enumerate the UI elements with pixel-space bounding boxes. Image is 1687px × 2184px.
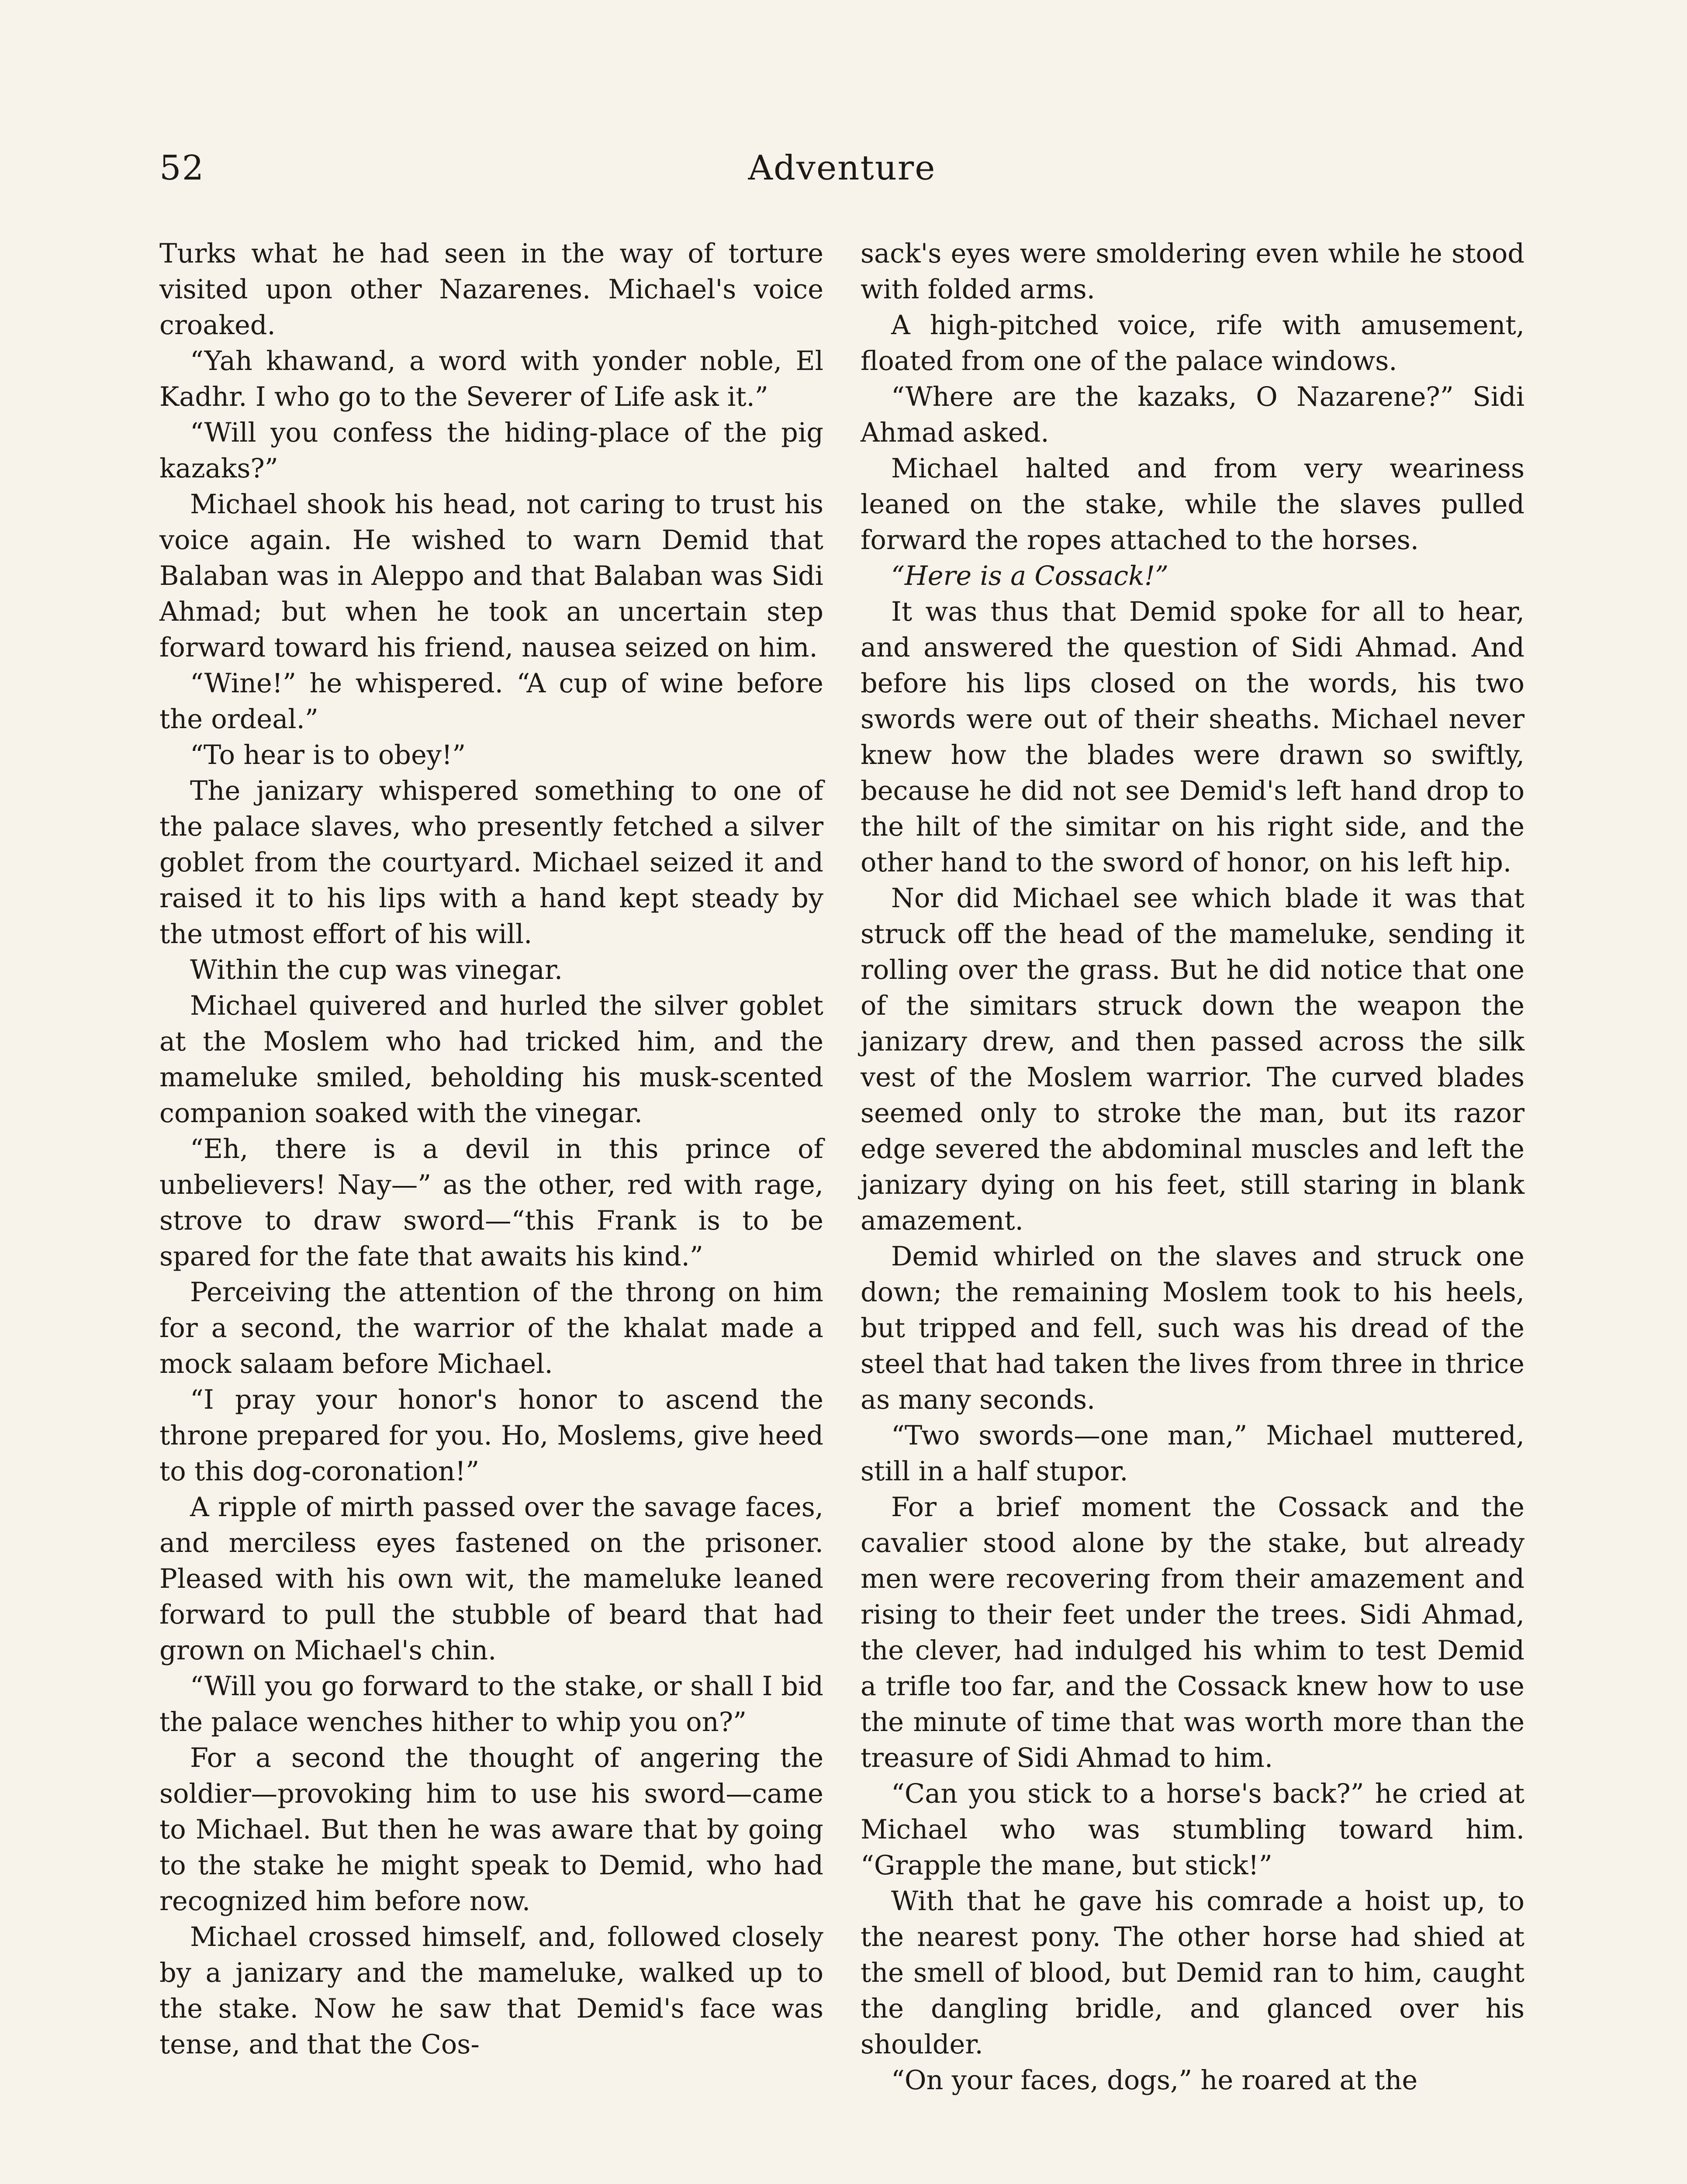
paragraph: Turks what he had seen in the way of torture visited upon other Nazarenes. Michael's voice croaked. — [159, 238, 823, 341]
paragraph: Demid whirled on the slaves and struck one down; the remaining Moslem took to his heels, but tripped and fell, such was his dread of the steel that had taken the lives from three in thrice as many seconds. — [861, 1241, 1525, 1415]
paragraph: “To hear is to obey!” — [190, 740, 466, 771]
paragraph: “Yah khawand, a word with yonder noble, El Kadhr. I who go to the Severer of Life ask it.” — [159, 346, 823, 412]
paragraph: “Can you stick to a horse's back?” he cried at Michael who was stumbling toward him. “Grapple the mane, but stick!” — [861, 1779, 1525, 1881]
paragraph: “Will you confess the hiding-place of the pig kazaks?” — [159, 418, 823, 484]
left-column — [159, 236, 823, 2063]
page-number: 52 — [159, 149, 205, 188]
paragraph: The janizary whispered something to one of the palace slaves, who presently fetched a silver goblet from the courtyard. Michael seized it and raised it to his lips with a hand kept steady by the utmost effort of his will. — [159, 776, 823, 950]
paragraph: “On your faces, dogs,” he roared at the — [891, 2065, 1418, 2096]
paragraph: “Wine!” he whispered. “A cup of wine before the ordeal.” — [159, 668, 823, 735]
paragraph: Within the cup was vinegar. — [190, 955, 563, 985]
paragraph: “Eh, there is a devil in this prince of unbelievers! Nay—” as the other, red with rage, strove to draw sword—“this Frank is to be spared for the fate that awaits his kind.” — [159, 1134, 823, 1272]
paragraph: Perceiving the attention of the throng on him for a second, the warrior of the khalat made a mock salaam before Michael. — [159, 1277, 823, 1379]
running-title: Adventure — [748, 149, 936, 188]
paragraph: Michael crossed himself, and, followed closely by a janizary and the mameluke, walked up to the stake. Now he saw that Demid's face was tense, and that the Cos- — [159, 1922, 823, 2060]
paragraph: A high-pitched voice, rife with amusement, floated from one of the palace windows. — [861, 310, 1525, 377]
paragraph: sack's eyes were smoldering even while he stood with folded arms. — [861, 238, 1525, 305]
paragraph: With that he gave his comrade a hoist up, to the nearest pony. The other horse had shied at the smell of blood, but Demid ran to him, caught the dangling bridle, and glanced over his shoulder. — [861, 1886, 1525, 2060]
page-header — [159, 149, 1525, 201]
paragraph: “Two swords—one man,” Michael muttered, still in a half stupor. — [861, 1420, 1525, 1487]
paragraph: “I pray your honor's honor to ascend the throne prepared for you. Ho, Moslems, give heed to this dog-coronation!” — [159, 1385, 823, 1487]
right-column — [861, 236, 1525, 2098]
paragraph: Michael quivered and hurled the silver goblet at the Moslem who had tricked him, and the mameluke smiled, beholding his musk-scented companion soaked with the vinegar. — [159, 991, 823, 1129]
paragraph: A ripple of mirth passed over the savage faces, and merciless eyes fastened on the prisoner. Pleased with his own wit, the mameluke leaned forward to pull the stubble of beard that had grown on Michael's chin. — [159, 1492, 823, 1666]
paragraph: Michael halted and from very weariness leaned on the stake, while the slaves pulled forward the ropes attached to the horses. — [861, 453, 1525, 556]
paragraph: Michael shook his head, not caring to trust his voice again. He wished to warn Demid that Balaban was in Aleppo and that Balaban was Sidi Ahmad; but when he took an uncertain step forward toward his friend, nausea seized on him. — [159, 489, 823, 663]
paragraph: For a second the thought of angering the soldier—provoking him to use his sword—came to Michael. But then he was aware that by going to the stake he might speak to Demid, who had recognized him before now. — [159, 1743, 823, 1917]
paragraph: Nor did Michael see which blade it was that struck off the head of the mameluke, sending it rolling over the grass. But he did notice that one of the simitars struck down the weapon the janizary drew, and then passed across the silk vest of the Moslem warrior. The curved blades seemed only to stroke the man, but its razor edge severed the abdominal muscles and left the janizary dying on his feet, still staring in blank amazement. — [861, 883, 1525, 1236]
paragraph: “Will you go forward to the stake, or shall I bid the palace wenches hither to whip you on?” — [159, 1671, 823, 1738]
paragraph: “Where are the kazaks, O Nazarene?” Sidi Ahmad asked. — [861, 382, 1525, 448]
paragraph: It was thus that Demid spoke for all to hear, and answered the question of Sidi Ahmad. And before his lips closed on the words, his two swords were out of their sheaths. Michael never knew how the blades were drawn so swiftly, because he did not see Demid's left hand drop to the hilt of the simitar on his right side, and the other hand to the sword of honor, on his left hip. — [861, 597, 1525, 878]
paragraph: “Here is a Cossack!” — [891, 561, 1169, 591]
paragraph: For a brief moment the Cossack and the cavalier stood alone by the stake, but already men were recovering from their amazement and rising to their feet under the trees. Sidi Ahmad, the clever, had indulged his whim to test Demid a trifle too far, and the Cossack knew how to use the minute of time that was worth more than the treasure of Sidi Ahmad to him. — [861, 1492, 1525, 1773]
